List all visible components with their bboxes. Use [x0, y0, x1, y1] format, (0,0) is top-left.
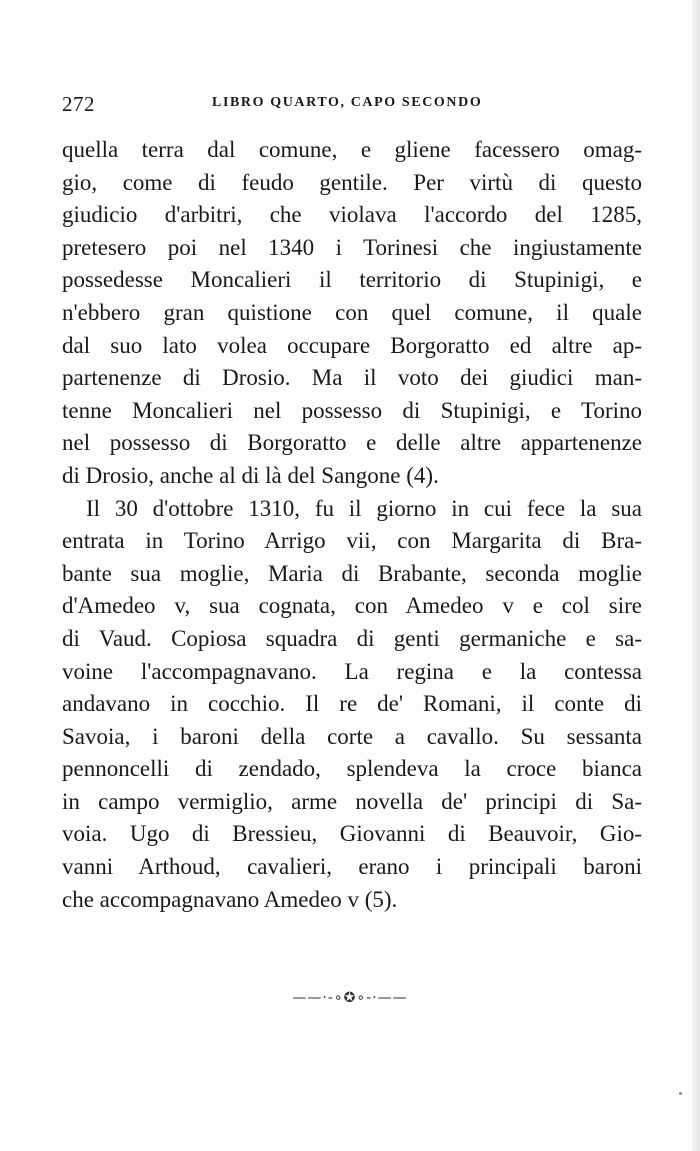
page-edge-shadow [692, 0, 700, 1151]
body-text [62, 134, 642, 916]
text-line: pretesero poi nel 1340 i Torinesi che ingiustamente [62, 234, 642, 260]
text-line: possedesse Moncalieri il territorio di Stupinigi, e [62, 267, 642, 293]
text-line: andavano in cocchio. Il re de' Romani, il conte di [62, 691, 642, 717]
text-line: gio, come di feudo gentile. Per virtù di questo [62, 169, 642, 195]
text-line: vanni Arthoud, cavalieri, erano i principali baroni [62, 854, 642, 880]
text-line: tenne Moncalieri nel possesso di Stupinigi, e Torino [62, 397, 642, 423]
text-line: partenenze di Drosio. Ma il voto dei giudici man- [62, 365, 642, 391]
text-line: d'Amedeo v, sua cognata, con Amedeo v e col sire [62, 593, 642, 619]
text-line: Il 30 d'ottobre 1310, fu il giorno in cui fece la sua [86, 495, 642, 521]
text-line: entrata in Torino Arrigo vii, con Margarita di Bra- [62, 528, 642, 554]
running-head: LIBRO QUARTO, CAPO SECONDO [212, 95, 483, 110]
text-line: in campo vermiglio, arme novella de' principi di Sa- [62, 788, 642, 814]
text-line: voine l'accompagnavano. La regina e la contessa [62, 658, 642, 684]
text-line: voia. Ugo di Bressieu, Giovanni di Beauvoir, Gio- [62, 821, 642, 847]
text-line: che accompagnavano Amedeo v (5). [62, 886, 398, 912]
end-ornament: ——·-∘✪∘-·—— [292, 990, 408, 1006]
text-line: di Drosio, anche al di là del Sangone (4). [62, 462, 439, 488]
text-line: di Vaud. Copiosa squadra di genti germaniche e sa- [62, 625, 642, 651]
text-line: nel possesso di Borgoratto e delle altre appartenenze [62, 430, 642, 456]
text-line: quella terra dal comune, e gliene facessero omag- [62, 137, 642, 162]
text-line: Savoia, i baroni della corte a cavallo. Su sessanta [62, 723, 642, 749]
paper-speck [679, 1092, 682, 1095]
text-line: dal suo lato volea occupare Borgoratto ed altre ap- [62, 332, 642, 358]
text-line: pennoncelli di zendado, splendeva la croce bianca [62, 756, 642, 782]
text-line: n'ebbero gran quistione con quel comune, il quale [62, 299, 642, 325]
page-number: 272 [62, 92, 95, 116]
text-line: bante sua moglie, Maria di Brabante, seconda moglie [62, 560, 642, 586]
text-line: giudicio d'arbitri, che violava l'accordo del 1285, [62, 202, 642, 228]
page-header [62, 92, 640, 114]
